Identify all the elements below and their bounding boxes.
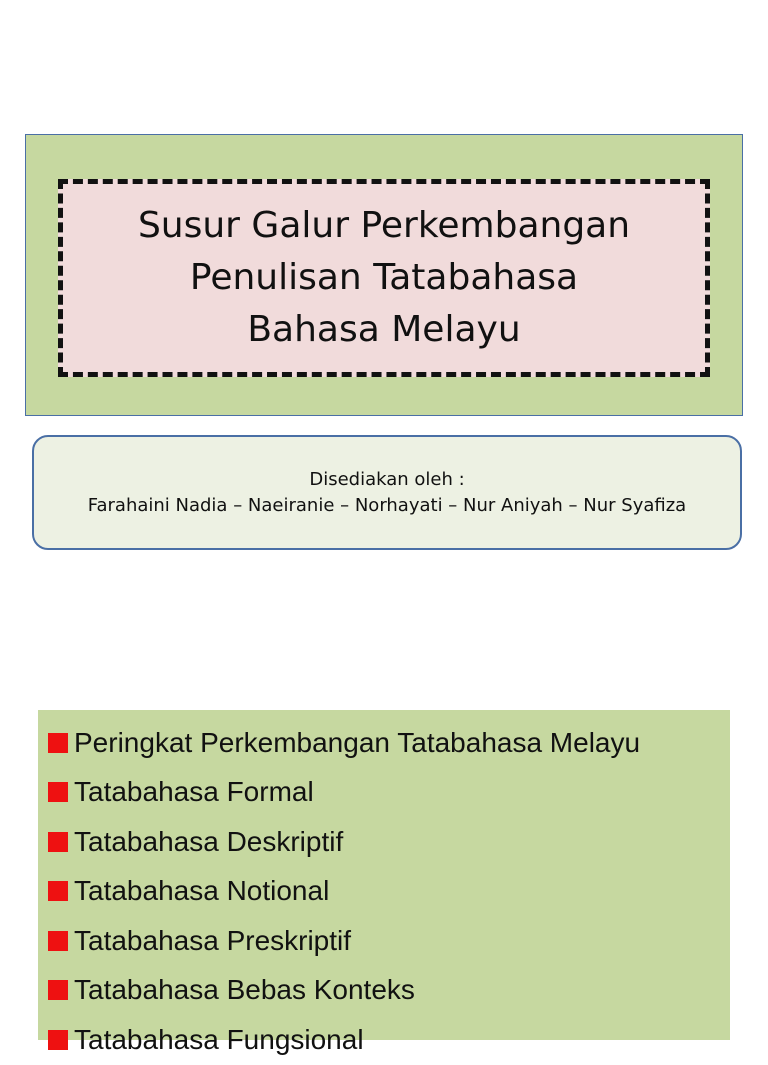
red-square-bullet-icon bbox=[48, 931, 68, 951]
credits-box bbox=[32, 435, 742, 550]
list-item-label: Tatabahasa Preskriptif bbox=[74, 924, 352, 956]
red-square-bullet-icon bbox=[48, 782, 68, 802]
contents-list bbox=[38, 710, 730, 1065]
contents-panel bbox=[38, 710, 730, 1055]
red-square-bullet-icon bbox=[48, 980, 68, 1000]
list-item-label: Tatabahasa Bebas Konteks bbox=[74, 974, 415, 1006]
credits-names: Farahaini Nadia – Naeiranie – Norhayati – Nur Aniyah – Nur Syafiza bbox=[87, 494, 687, 516]
list-item-label: Tatabahasa Deskriptif bbox=[74, 825, 344, 857]
list-item-label: Tatabahasa Notional bbox=[74, 875, 330, 907]
list-item bbox=[48, 966, 730, 1016]
list-item-label: Tatabahasa Fungsional bbox=[74, 1023, 364, 1055]
list-item bbox=[48, 768, 730, 818]
list-item-label: Peringkat Perkembangan Tatabahasa Melayu bbox=[74, 726, 641, 758]
title-panel bbox=[25, 134, 743, 416]
title-line-2: Penulisan Tatabahasa bbox=[189, 257, 579, 298]
red-square-bullet-icon bbox=[48, 1030, 68, 1050]
list-item-label: Tatabahasa Formal bbox=[74, 776, 314, 808]
list-item bbox=[48, 1015, 730, 1065]
list-item bbox=[48, 867, 730, 917]
red-square-bullet-icon bbox=[48, 832, 68, 852]
credits-heading: Disediakan oleh : bbox=[309, 468, 465, 490]
list-item bbox=[48, 718, 730, 768]
red-square-bullet-icon bbox=[48, 881, 68, 901]
title-box bbox=[58, 179, 710, 377]
red-square-bullet-icon bbox=[48, 733, 68, 753]
title-line-3: Bahasa Melayu bbox=[247, 309, 521, 350]
title-line-1: Susur Galur Perkembangan bbox=[137, 205, 631, 246]
list-item bbox=[48, 817, 730, 867]
list-item bbox=[48, 916, 730, 966]
